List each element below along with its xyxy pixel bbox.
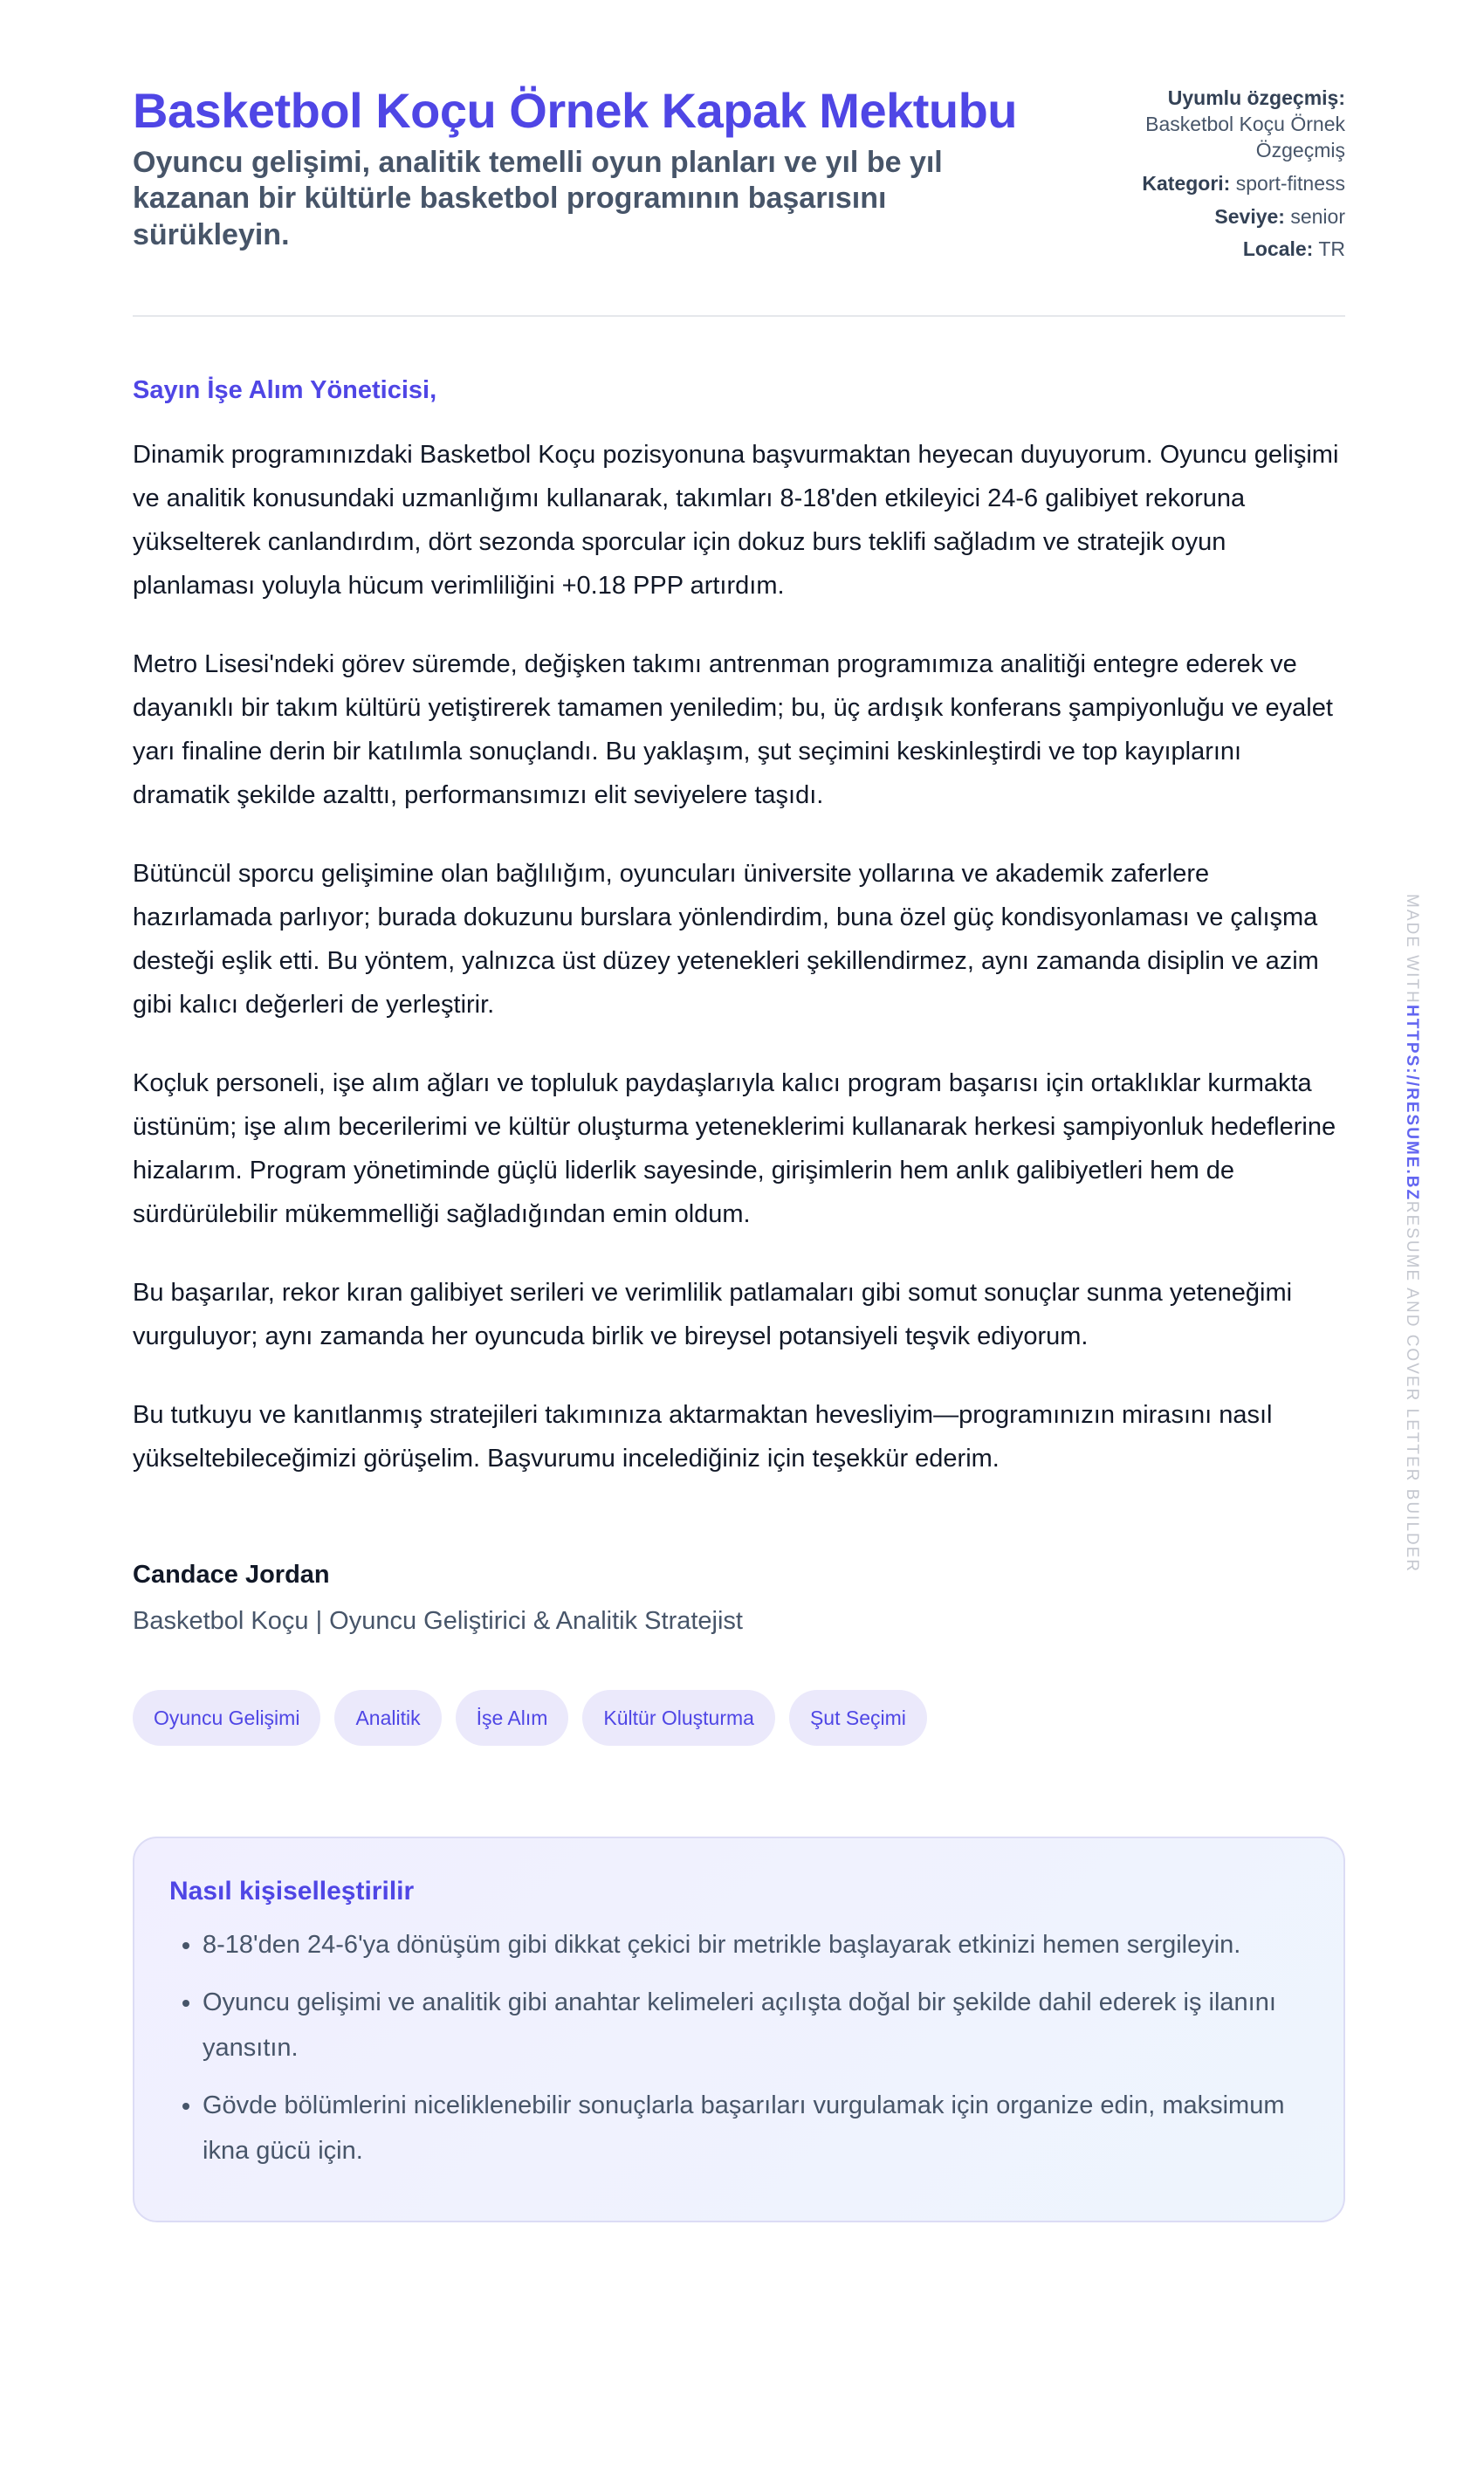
tag[interactable]: Kültür Oluşturma — [582, 1690, 775, 1746]
letter-paragraph: Bu tutkuyu ve kanıtlanmış stratejileri takımınıza aktarmaktan hevesliyim—programınızın mirasını nasıl yükseltebileceğimizi görüşelim. Başvurumu incelediğiniz için teşekkür ederim. — [133, 1401, 1273, 1473]
tips-box — [133, 1837, 1345, 2222]
tag-list — [133, 1690, 1345, 1746]
page-title: Basketbol Koçu Örnek Kapak Mektubu — [133, 83, 1018, 138]
header — [133, 84, 1345, 317]
category-value: sport-fitness — [1235, 171, 1345, 195]
letter-paragraph: Bu başarılar, rekor kıran galibiyet serileri ve verimlilik patlamaları gibi somut sonuçlar sunma yeteneğimi vurguluyor; aynı zamanda her oyuncuda birlik ve bireysel potansiyeli teşvik ediyorum. — [133, 1279, 1293, 1351]
signature-title: Basketbol Koçu | Oyuncu Geliştirici & Analitik Stratejist — [133, 1607, 743, 1636]
tag[interactable]: Analitik — [334, 1690, 441, 1746]
greeting: Sayın İşe Alım Yöneticisi, — [133, 376, 437, 405]
signature-name: Candace Jordan — [133, 1561, 330, 1590]
tip-item: • Gövde bölümlerini niceliklenebilir sonuçlarla başarıları vurgulamak için organize edin, maksimum ikna gücü için. — [203, 2083, 1309, 2174]
level-label: Seviye: — [1214, 204, 1285, 228]
letter-paragraph: Koçluk personeli, işe alım ağları ve topluluk paydaşlarıyla kalıcı program başarısı için ortaklıklar kurmakta üstünüm; işe alım becerilerimi ve kültür oluşturma yeteneklerimi kullanarak herkesi şampiyonluk hedeflerine hizalarım. Program yönetiminde güçlü liderlik sayesinde, girişimlerin hem anlık galibiyetleri hem de sürdürülebilir mükemmelliği sağladığından emin oldum. — [133, 1069, 1336, 1229]
letter-paragraph: Metro Lisesi'ndeki görev süremde, değişken takımı antrenman programımıza analitiği entegre ederek ve dayanıklı bir takım kültürü yetiştirerek tamamen yeniledim; bu, üç ardışık konferans şampiyonluğu ve eyalet yarı finaline derin bir katılımla sonuçlandı. Bu yaklaşım, şut seçimini keskinleştirdi ve top kayıplarını dramatik şekilde azalttı, performansımızı elit seviyelere taşıdı. — [133, 650, 1333, 810]
watermark-prefix: MADE WITH — [1403, 894, 1421, 1005]
meta-info — [1083, 86, 1345, 270]
level-value: senior — [1290, 204, 1345, 228]
locale-label: Locale: — [1242, 237, 1314, 261]
letter-paragraph: Bütüncül sporcu gelişimine olan bağlılığım, oyuncuları üniversite yollarına ve akademik zaferlere hazırlamada parlıyor; burada dokuzunu burslara yönlendirdim, buna özel güç kondisyonlaması ve çalışma desteği eşlik etti. Bu yöntem, yalnızca üst düzey yetenekleri şekillendirmez, aynı zamanda disiplin ve azim gibi kalıcı değerleri de yerleştirir. — [133, 860, 1319, 1020]
tag[interactable]: Oyuncu Gelişimi — [133, 1690, 320, 1746]
category-label: Kategori: — [1142, 171, 1231, 195]
tag[interactable]: Şut Seçimi — [789, 1690, 927, 1746]
locale-value: TR — [1318, 237, 1345, 261]
title-block — [133, 84, 1041, 253]
page-subtitle: Oyuncu gelişimi, analitik temelli oyun planları ve yıl be yıl kazanan bir kültürle basketbol programının başarısını sürükleyin. — [133, 145, 943, 251]
tip-item: • 8-18'den 24-6'ya dönüşüm gibi dikkat çekici bir metrikle başlayarak etkinizi hemen sergileyin. — [203, 1922, 1309, 1968]
resume-link[interactable]: Basketbol Koçu Örnek Özgeçmiş — [1145, 112, 1345, 161]
watermark — [1402, 894, 1421, 1573]
watermark-link[interactable]: HTTPS://RESUME.BZ — [1403, 1004, 1421, 1201]
tag[interactable]: İşe Alım — [456, 1690, 569, 1746]
cover-letter-page — [133, 84, 1345, 2222]
letter-paragraph: Dinamik programınızdaki Basketbol Koçu pozisyonuna başvurmaktan heyecan duyuyorum. Oyuncu gelişimi ve analitik konusundaki uzmanlığımı kullanarak, takımları 8-18'den etkileyici 24-6 galibiyet rekoruna yükselterek canlandırdım, dört sezonda sporcular için dokuz burs teklifi sağladım ve stratejik oyun planlaması yoluyla hücum verimliliğini +0.18 PPP artırdım. — [133, 441, 1339, 601]
watermark-suffix: RESUME AND COVER LETTER BUILDER — [1403, 1200, 1421, 1574]
tips-title: Nasıl kişiselleştirilir — [169, 1877, 415, 1906]
tip-item: • Oyuncu gelişimi ve analitik gibi anahtar kelimeleri açılışta doğal bir şekilde dahil ederek iş ilanını yansıtın. — [203, 1980, 1309, 2071]
tips-list — [169, 1922, 1309, 2174]
resume-label: Uyumlu özgeçmiş: — [1167, 86, 1345, 109]
